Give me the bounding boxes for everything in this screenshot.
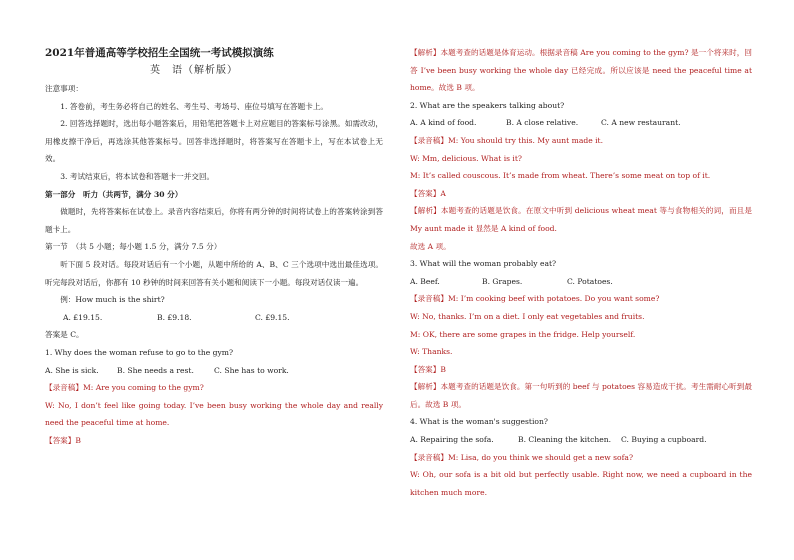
question-4: 4. What is the woman's suggestion? [410,417,548,427]
option: B. She needs a rest. [117,365,194,375]
question-1: 1. Why does the woman refuse to go to the gym? [45,347,234,357]
option: A. A kind of food. [410,118,477,128]
q4-script-line: 【录音稿】M: Lisa, do you think we should get a new sofa? [410,452,634,462]
option: B. A close relative. [506,118,579,128]
option: C. A new restaurant. [601,118,681,128]
option: A. Beef. [410,276,440,286]
q2-script-line: W: Mm, delicious. What is it? [410,153,522,163]
q1-script-line: 【录音稿】M: Are you coming to the gym? [45,383,204,393]
notice-item: 2. 回答选择题时，选出每小题答案后，用铅笔把答题卡上对应题目的答案标号涂黑。如需改动，用橡皮擦干净后，再选涂其他答案标号。回答非选择题时，将答案写在答题卡上，写在本试卷上无效。 [45,119,383,164]
q2-answer: 【答案】A [410,188,446,198]
q3-script-line: W: Thanks. [410,347,453,357]
question-1-options [45,362,383,380]
option: C. Buying a cupboard. [621,435,707,445]
q2-conclusion: 故选 A 项。 [410,241,451,251]
q3-script-line: W: No, thanks. I’m on a diet. I only eat vegetables and fruits. [410,311,645,321]
option: A. £19.15. [63,312,103,322]
option: A. She is sick. [45,365,99,375]
question-3-options [410,273,752,291]
option: C. She has to work. [214,365,289,375]
option: A. Repairing the sofa. [410,435,494,445]
q3-analysis: 【解析】本题考查的话题是饮食。第一句听到的 beef 与 potatoes 容易造成干扰。考生需耐心听到最后。故选 B 项。 [410,382,752,409]
option: C. Potatoes. [567,276,613,286]
notice-item: 1. 答卷前，考生务必将自己的姓名、考生号、考场号、座位号填写在答题卡上。 [60,101,329,111]
q2-script-line: 【录音稿】M: You should try this. My aunt made it. [410,135,604,145]
option: B. £9.18. [157,312,192,322]
q4-script-line: W: Oh, our sofa is a bit old but perfectly usable. Right now, we need a cupboard in the kitchen much more. [410,470,752,497]
option: C. £9.15. [255,312,290,322]
q3-script-line: M: OK, there are some grapes in the fridge. Help yourself. [410,329,636,339]
q3-answer: 【答案】B [410,364,446,374]
left-column [45,44,383,449]
q1-analysis: 【解析】本题考查的话题是体育运动。根据录音稿 Are you coming to the gym? 是一个将来时，回答 I’ve been busy working the whole day 已经完成。所以应该是 need the peaceful time at home。故选 B 项。 [410,48,752,93]
option: B. Cleaning the kitchen. [518,435,612,445]
question-4-options [410,431,752,449]
right-column [410,44,752,501]
question-2: 2. What are the speakers talking about? [410,100,565,110]
example-options [45,309,383,327]
exam-subtitle: 英 语（解析版） [150,65,238,76]
part1-heading: 第一部分 听力（共两节，满分 30 分） [45,189,183,199]
notice-item: 3. 考试结束后，将本试卷和答题卡一并交回。 [60,171,215,181]
question-3: 3. What will the woman probably eat? [410,259,557,269]
section1-intro: 听下面 5 段对话。每段对话后有一个小题，从题中所给的 A、B、C 三个选项中选出最佳选项。听完每段对话后，你都有 10 秒钟的时间来回答有关小题和阅读下一小题。每段对话仅读一遍。 [45,259,383,287]
q3-script-line: 【录音稿】M: I’m cooking beef with potatoes. Do you want some? [410,294,660,304]
part1-intro: 做题时，先将答案标在试卷上。录音内容结束后，你将有两分钟的时间将试卷上的答案转涂到答题卡上。 [45,207,383,234]
q1-answer: 【答案】B [45,435,81,445]
notice-heading: 注意事项： [45,84,83,93]
q2-script-line: M: It’s called couscous. It’s made from wheat. There’s some meat on top of it. [410,171,711,181]
q1-script-line: W: No, I don’t feel like going today. I’ve been busy working the whole day and really need the peaceful time at home. [45,400,383,428]
exam-title: 2021年普通高等学校招生全国统一考试模拟演练 [45,47,274,59]
q2-analysis: 【解析】本题考查的话题是饮食。在原文中听到 delicious wheat meat 等与食物相关的词，而且是 My aunt made it 显然是 A kind of food. [410,206,752,233]
question-2-options [410,114,752,132]
section1-heading: 第一节 （共 5 小题；每小题 1.5 分，满分 7.5 分） [45,242,222,252]
example-question: 例：How much is the shirt? [60,295,165,305]
example-answer: 答案是 C。 [45,330,84,340]
option: B. Grapes. [482,276,523,286]
